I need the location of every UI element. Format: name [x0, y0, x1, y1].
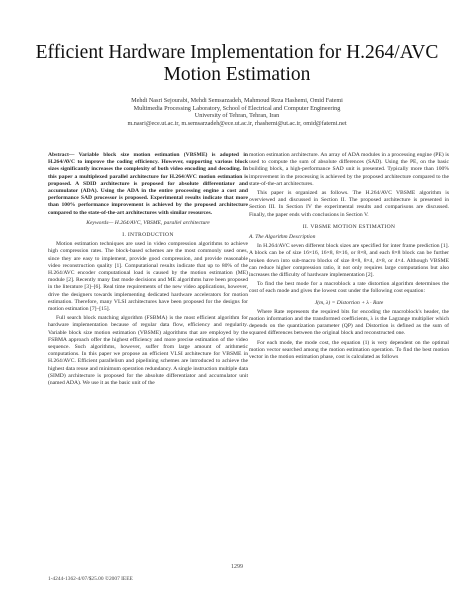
paper-title [20, 42, 454, 86]
right-column [249, 152, 449, 363]
subsection-heading: A. The Algorithm Description [249, 234, 316, 241]
title-line-1: Efficient Hardware Implementation for H.264/AVC [35, 42, 439, 63]
paragraph: In H.264/AVC seven different block sizes are specified for inter frame prediction [1]. A block can be of size 16×16, 16×8, 8×16, or 8×8, and each 8×8 block can be further broken down into sub-macro blocks of size 8×8, 8×4, 4×8, or 4×4. Although VBSME can reduce higher compression ratio, it not only requires large computations but also increases the difficulty of hardware implementation [2]. [249, 243, 449, 279]
paragraph: For each mode, the mode cost, the equation (1) is very dependent on the optimal motion vector searched among the motion estimation operation. To find the best motion vector in the motion estimation phase, cost is calculated as follows [249, 339, 449, 361]
author-emails: m.nasri@ece.ut.ac.ir, m.semsarzadeh@ece.ut.ac.ir, rhashemi@ut.ac.ir, omid@fatemi.net [127, 119, 347, 127]
section-heading-vbsme: II. VBSME MOTION ESTIMATION [302, 223, 396, 230]
copyright-notice: 1-4244-1362-4/07/$25.00 ©2007 IEEE [48, 576, 133, 582]
paragraph: Motion estimation techniques are used in video compression algorithms to achieve high compression rates. The block-based schemes are the most commonly used ones, since they are easy to implement, provide good compression, and provide reasonable video reconstruction quality [1]. Computational results indicate that up to 80% of the H.264/AVC encoder computational load is caused by the motion estimation (ME) module [2]. Recently many fast mode decisions and ME algorithms have been proposed in the literature [3]–[6]. Real time requirements of the new video applications, however, drive the designers towards implementing dedicated hardware accelerators for motion estimation. Therefore, many VLSI architectures have been proposed for the designs for motion estimation [7]–[15]. [48, 241, 248, 313]
author-affiliation: Multimedia Processing Laboratory, School of Electrical and Computer Engineering [133, 104, 341, 112]
author-block [40, 97, 434, 127]
keywords: Keywords— H.264/AVC, VBSME, parallel architecture [86, 219, 210, 226]
section-heading-introduction: I. INTRODUCTION [122, 232, 174, 239]
paragraph: Where Rate represents the required bits for encoding the macroblock's header, the motion information and the transformed coefficients, λ is the Lagrange multiplier which depends on the quantization parameter (QP) and Distortion is defined as the sum of squared differences between the original block and reconstructed one. [249, 308, 449, 337]
author-names: Mehdi Nasri Sejourabi, Mehdi Semsarzadeh, Mahmoud Reza Hashemi, Omid Fatemi [131, 97, 343, 104]
author-university: University of Tehran, Tehran, Iran [194, 112, 280, 120]
left-column [48, 152, 248, 389]
paragraph: This paper is organized as follows. The H.264/AVC VBSME algorithm is overviewed and discussed in Section II. The proposed architecture is presented in Section III. In Section IV the experimental results and comparisons are discussed. Finally, the paper ends with conclusions in Section V. [249, 190, 449, 218]
equation: J(m, λ) = Distortion + λ · Rate [314, 299, 384, 306]
abstract: Abstract— Variable block size motion estimation (VBSME) is adopted in H.264/AVC to improve the coding efficiency. However, supporting various block sizes significantly increases the complexity of both video encoding and decoding. In this paper a multiplexed parallel architecture for H.264/AVC motion estimation is proposed. A SDID architecture is proposed for absolute differentiator and accumulator (ADA). Using the ADA in the entire processing engine a cost and performance SAD processor is proposed. Experimental results indicate that more than 100% performance improvement is achieved by the proposed architecture compared to the state-of-the-art architectures with similar resources. [48, 152, 248, 216]
paragraph: To find the best mode for a macroblock a rate distortion algorithm determines the cost of each mode and gives the lowest cost under the following cost equation: [249, 281, 449, 295]
page-number: 1299 [231, 564, 243, 570]
paragraph: Full search block matching algorithm (FSBMA) is the most efficient algorithm for hardware implementation because of regular data flow, efficiency and regularity. Variable block size motion estimation (VBSME) algorithms that are employed by the FSBMA approach offer the highest efficiency and more precise estimation of the video sequence. Such algorithms, however, suffer from large amount of arithmetic computations. In this paper we propose an efficient VLSI architecture for VBSME in H.264/AVC. Efficient parallelism and pipelining schemes are introduced to achieve the highest data reuse and minimum operation redundancy. A single instruction multiple data (SIMD) architecture is proposed for the absolute differentiator and accumulator unit (named ADA). We use it as the basic unit of the [48, 315, 248, 387]
title-line-2: Motion Estimation [163, 64, 311, 85]
paragraph: motion estimation architecture. An array of ADA modules in a processing engine (PE) is used to compute the sum of absolute differences (SAD). Using the PE, on the basic building block, a high-performance SAD unit is presented. Typically more than 100% improvement in the processing is achieved by the proposed architecture compared to the state-of-the-art architectures. [249, 152, 449, 187]
